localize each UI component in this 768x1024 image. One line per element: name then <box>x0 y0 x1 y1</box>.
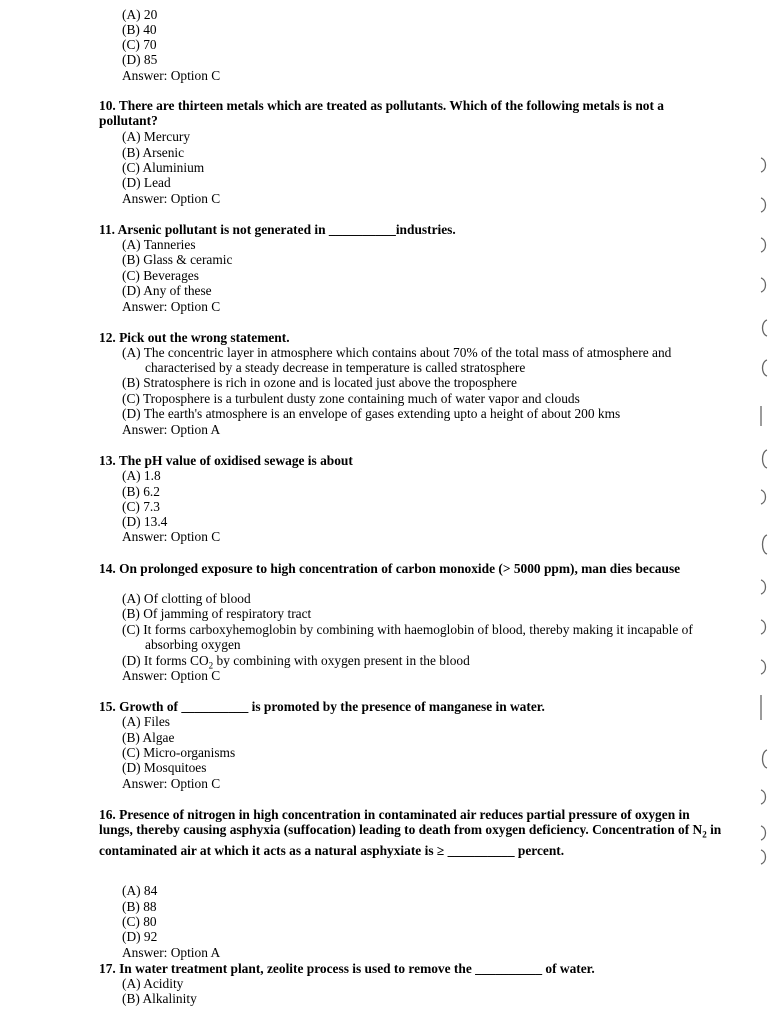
option-c: (C) 7.3 <box>122 499 160 514</box>
question-16: 16. Presence of nitrogen in high concentration in contaminated air reduces partial pressure of oxygen in lungs, thereby causing asphyxia (suffocation) leading to death from oxygen deficiency. Concentration of $N_2$ in contaminated air at which it acts as a natural asphyxiate is ≥ __________ percent. <box>99 807 722 859</box>
option-c: (C) 80 <box>122 914 157 929</box>
question-10: 10. There are thirteen metals which are treated as pollutants. Which of the following metals is not a pollutant? <box>99 98 664 129</box>
option-a: (A) Acidity <box>122 976 184 991</box>
option-b: (B) 88 <box>122 899 157 914</box>
option-c: (C) Beverages <box>122 268 199 283</box>
question-11: 11. Arsenic pollutant is not generated in __________industries. <box>99 222 456 237</box>
clipped-adjacent-page-edge <box>759 150 768 870</box>
question-14: 14. On prolonged exposure to high concentration of carbon monoxide (> 5000 ppm), man dies because <box>99 561 681 576</box>
answer-line: Answer: Option C <box>122 68 221 83</box>
option-a: (A) 84 <box>122 883 158 898</box>
answer-line: Answer: Option C <box>122 529 221 544</box>
option-b: (B) Stratosphere is rich in ozone and is located just above the troposphere <box>122 375 517 390</box>
option-d: (D) It forms $CO_2$ by combining with oxygen present in the blood <box>122 653 470 671</box>
option-b: (B) 40 <box>122 22 157 37</box>
option-d: (D) 13.4 <box>122 514 168 529</box>
question-17: 17. In water treatment plant, zeolite process is used to remove the __________ of water. <box>99 961 595 976</box>
option-b: (B) 6.2 <box>122 484 160 499</box>
option-b: (B) Glass & ceramic <box>122 252 233 267</box>
answer-line: Answer: Option A <box>122 422 221 437</box>
option-d: (D) 92 <box>122 929 158 944</box>
option-a: (A) Mercury <box>122 129 191 144</box>
option-b: (B) Algae <box>122 730 175 745</box>
option-d: (D) Lead <box>122 175 171 190</box>
page-edge-glyphs-icon <box>759 150 768 870</box>
option-a: (A) 20 <box>122 7 158 22</box>
option-a: (A) 1.8 <box>122 468 161 483</box>
option-c: (C) Micro-organisms <box>122 745 236 760</box>
option-a: (A) Tanneries <box>122 237 196 252</box>
option-b: (B) Alkalinity <box>122 991 197 1006</box>
option-a: (A) Files <box>122 714 170 729</box>
option-b: (B) Of jamming of respiratory tract <box>122 606 312 621</box>
option-d: (D) The earth's atmosphere is an envelope of gases extending upto a height of about 200 kms <box>122 406 621 421</box>
answer-line: Answer: Option A <box>122 945 221 960</box>
option-b: (B) Arsenic <box>122 145 185 160</box>
question-12: 12. Pick out the wrong statement. <box>99 330 290 345</box>
answer-line: Answer: Option C <box>122 668 221 683</box>
answer-line: Answer: Option C <box>122 191 221 206</box>
option-d: (D) Mosquitoes <box>122 760 207 775</box>
option-c: (C) It forms carboxyhemoglobin by combining with haemoglobin of blood, thereby making it incapable of absorbing oxygen <box>122 622 693 652</box>
option-c: (C) 70 <box>122 37 157 52</box>
answer-line: Answer: Option C <box>122 299 221 314</box>
option-a: (A) Of clotting of blood <box>122 591 251 606</box>
question-15: 15. Growth of __________ is promoted by the presence of manganese in water. <box>99 699 545 714</box>
option-c: (C) Aluminium <box>122 160 205 175</box>
option-d: (D) Any of these <box>122 283 212 298</box>
option-d: (D) 85 <box>122 52 158 67</box>
question-13: 13. The pH value of oxidised sewage is about <box>99 453 353 468</box>
option-a: (A) The concentric layer in atmosphere which contains about 70% of the total mass of atmosphere and characterised by a steady decrease in temperature is called stratosphere <box>122 345 672 375</box>
option-c: (C) Troposphere is a turbulent dusty zone containing much of water vapor and clouds <box>122 391 580 406</box>
answer-line: Answer: Option C <box>122 776 221 791</box>
